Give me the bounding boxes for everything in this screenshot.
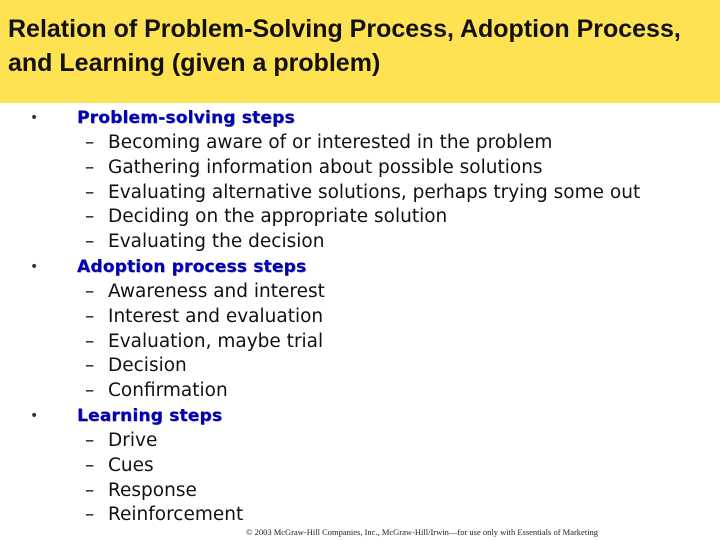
- section-heading: Problem-solving steps: [77, 108, 295, 128]
- section-problem-solving: [0, 106, 720, 255]
- dash-icon: –: [85, 355, 95, 377]
- list-item: [0, 280, 720, 305]
- list-item-text: Becoming aware of or interested in the problem: [108, 132, 553, 153]
- dash-icon: –: [85, 206, 95, 228]
- dash-icon: –: [85, 280, 95, 302]
- list-item: [0, 503, 720, 528]
- title-bar: [0, 0, 720, 103]
- dash-icon: –: [85, 504, 95, 526]
- list-item-text: Awareness and interest: [108, 280, 325, 302]
- list-item: [0, 131, 720, 156]
- list-item-text: Response: [108, 479, 197, 501]
- dash-icon: –: [85, 305, 95, 327]
- list-item-text: Deciding on the appropriate solution: [108, 206, 448, 228]
- dash-icon: –: [85, 380, 95, 402]
- dash-icon: –: [85, 132, 95, 153]
- list-item-text: Evaluating the decision: [108, 231, 325, 253]
- section-learning: [0, 404, 720, 528]
- list-item: [0, 330, 720, 355]
- list-item: [0, 230, 720, 255]
- list-item: [0, 181, 720, 206]
- list-item-text: Gathering information about possible solutions: [108, 156, 543, 178]
- dash-icon: –: [85, 429, 95, 451]
- list-item: [0, 305, 720, 330]
- list-item-text: Interest and evaluation: [108, 305, 324, 327]
- list-item: [0, 156, 720, 181]
- dash-icon: –: [85, 181, 95, 203]
- section-heading: Learning steps: [77, 405, 223, 426]
- copyright-footer: © 2003 McGraw-Hill Companies, Inc., McGraw-Hill/Irwin—for use only with Essentials of Marketing: [246, 527, 599, 537]
- section-heading-row: [0, 404, 720, 429]
- dash-icon: –: [85, 454, 95, 476]
- list-item-text: Drive: [108, 429, 158, 451]
- dash-icon: –: [85, 479, 95, 501]
- list-item: [0, 454, 720, 479]
- list-item: [0, 429, 720, 454]
- bullet-icon: •: [30, 258, 39, 275]
- list-item: [0, 354, 720, 379]
- dash-icon: –: [85, 156, 95, 178]
- list-item-text: Confirmation: [108, 380, 228, 402]
- list-item: [0, 379, 720, 404]
- list-item-text: Cues: [108, 454, 154, 476]
- list-item-text: Decision: [108, 355, 187, 377]
- list-item: [0, 479, 720, 504]
- dash-icon: –: [85, 231, 95, 253]
- slide-content: [0, 106, 720, 528]
- section-adoption-process: [0, 255, 720, 404]
- list-item-text: Reinforcement: [108, 504, 244, 526]
- dash-icon: –: [85, 330, 95, 352]
- slide-title: Relation of Problem-Solving Process, Adoption Process, and Learning (given a problem): [8, 15, 681, 77]
- list-item-text: Evaluation, maybe trial: [108, 330, 324, 352]
- section-heading: Adoption process steps: [77, 256, 307, 277]
- list-item-text: Evaluating alternative solutions, perhaps trying some out: [108, 181, 641, 203]
- list-item: [0, 205, 720, 230]
- section-heading-row: [0, 106, 720, 131]
- bullet-icon: •: [30, 407, 39, 424]
- section-heading-row: [0, 255, 720, 280]
- bullet-icon: •: [30, 110, 39, 126]
